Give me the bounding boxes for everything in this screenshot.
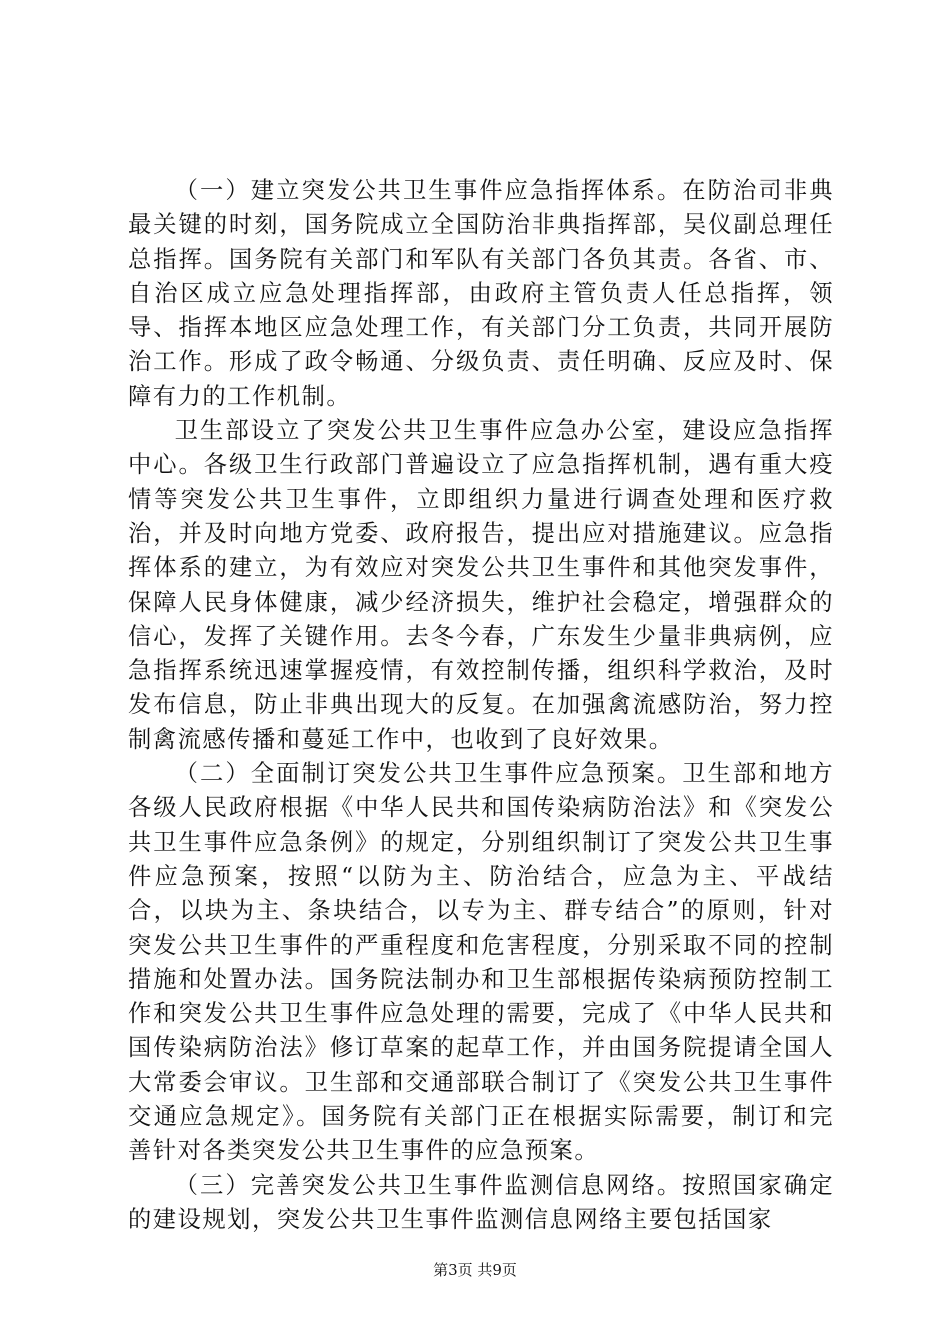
paragraph-1: （一）建立突发公共卫生事件应急指挥体系。在防治司非典最关键的时刻，国务院成立全国防治非典指挥部，吴仪副总理任总指挥。国务院有关部门和军队有关部门各负其责。各省、市、自治区成立应急处理指挥部，由政府主管负责人任总指挥，领导、指挥本地区应急处理工作，有关部门分工负责，共同开展防治工作。形成了政令畅通、分级负责、责任明确、反应及时、保障有力的工作机制。 [128, 177, 834, 410]
paragraph-2: 卫生部设立了突发公共卫生事件应急办公室，建设应急指挥中心。各级卫生行政部门普遍设立了应急指挥机制，遇有重大疫情等突发公共卫生事件，立即组织力量进行调查处理和医疗救治，并及时向地方党委、政府报告，提出应对措施建议。应急指挥体系的建立，为有效应对突发公共卫生事件和其他突发事件，保障人民身体健康，减少经济损失，维护社会稳定，增强群众的信心，发挥了关键作用。去冬今春，广东发生少量非典病例，应急指挥系统迅速掌握疫情，有效控制传播，组织科学救治，及时发布信息，防止非典出现大的反复。在加强禽流感防治，努力控制禽流感传播和蔓延工作中，也收到了良好效果。 [128, 417, 834, 753]
page-footer: 第3页 共9页 [433, 1261, 517, 1279]
paragraph-3: （二）全面制订突发公共卫生事件应急预案。卫生部和地方各级人民政府根据《中华人民共和国传染病防治法》和《突发公共卫生事件应急条例》的规定，分别组织制订了突发公共卫生事件应急预案，按照“以防为主、防治结合，应急为主、平战结合，以块为主、条块结合，以专为主、群专结合”的原则，针对突发公共卫生事件的严重程度和危害程度，分别采取不同的控制措施和处置办法。国务院法制办和卫生部根据传染病预防控制工作和突发公共卫生事件应急处理的需要，完成了《中华人民共和国传染病防治法》修订草案的起草工作，并由国务院提请全国人大常委会审议。卫生部和交通部联合制订了《突发公共卫生事件交通应急规定》。国务院有关部门正在根据实际需要，制订和完善针对各类突发公共卫生事件的应急预案。 [128, 760, 834, 1165]
document-body [128, 174, 834, 1237]
paragraph-4: （三）完善突发公共卫生事件监测信息网络。按照国家确定的建设规划，突发公共卫生事件监测信息网络主要包括国家 [128, 1171, 834, 1233]
